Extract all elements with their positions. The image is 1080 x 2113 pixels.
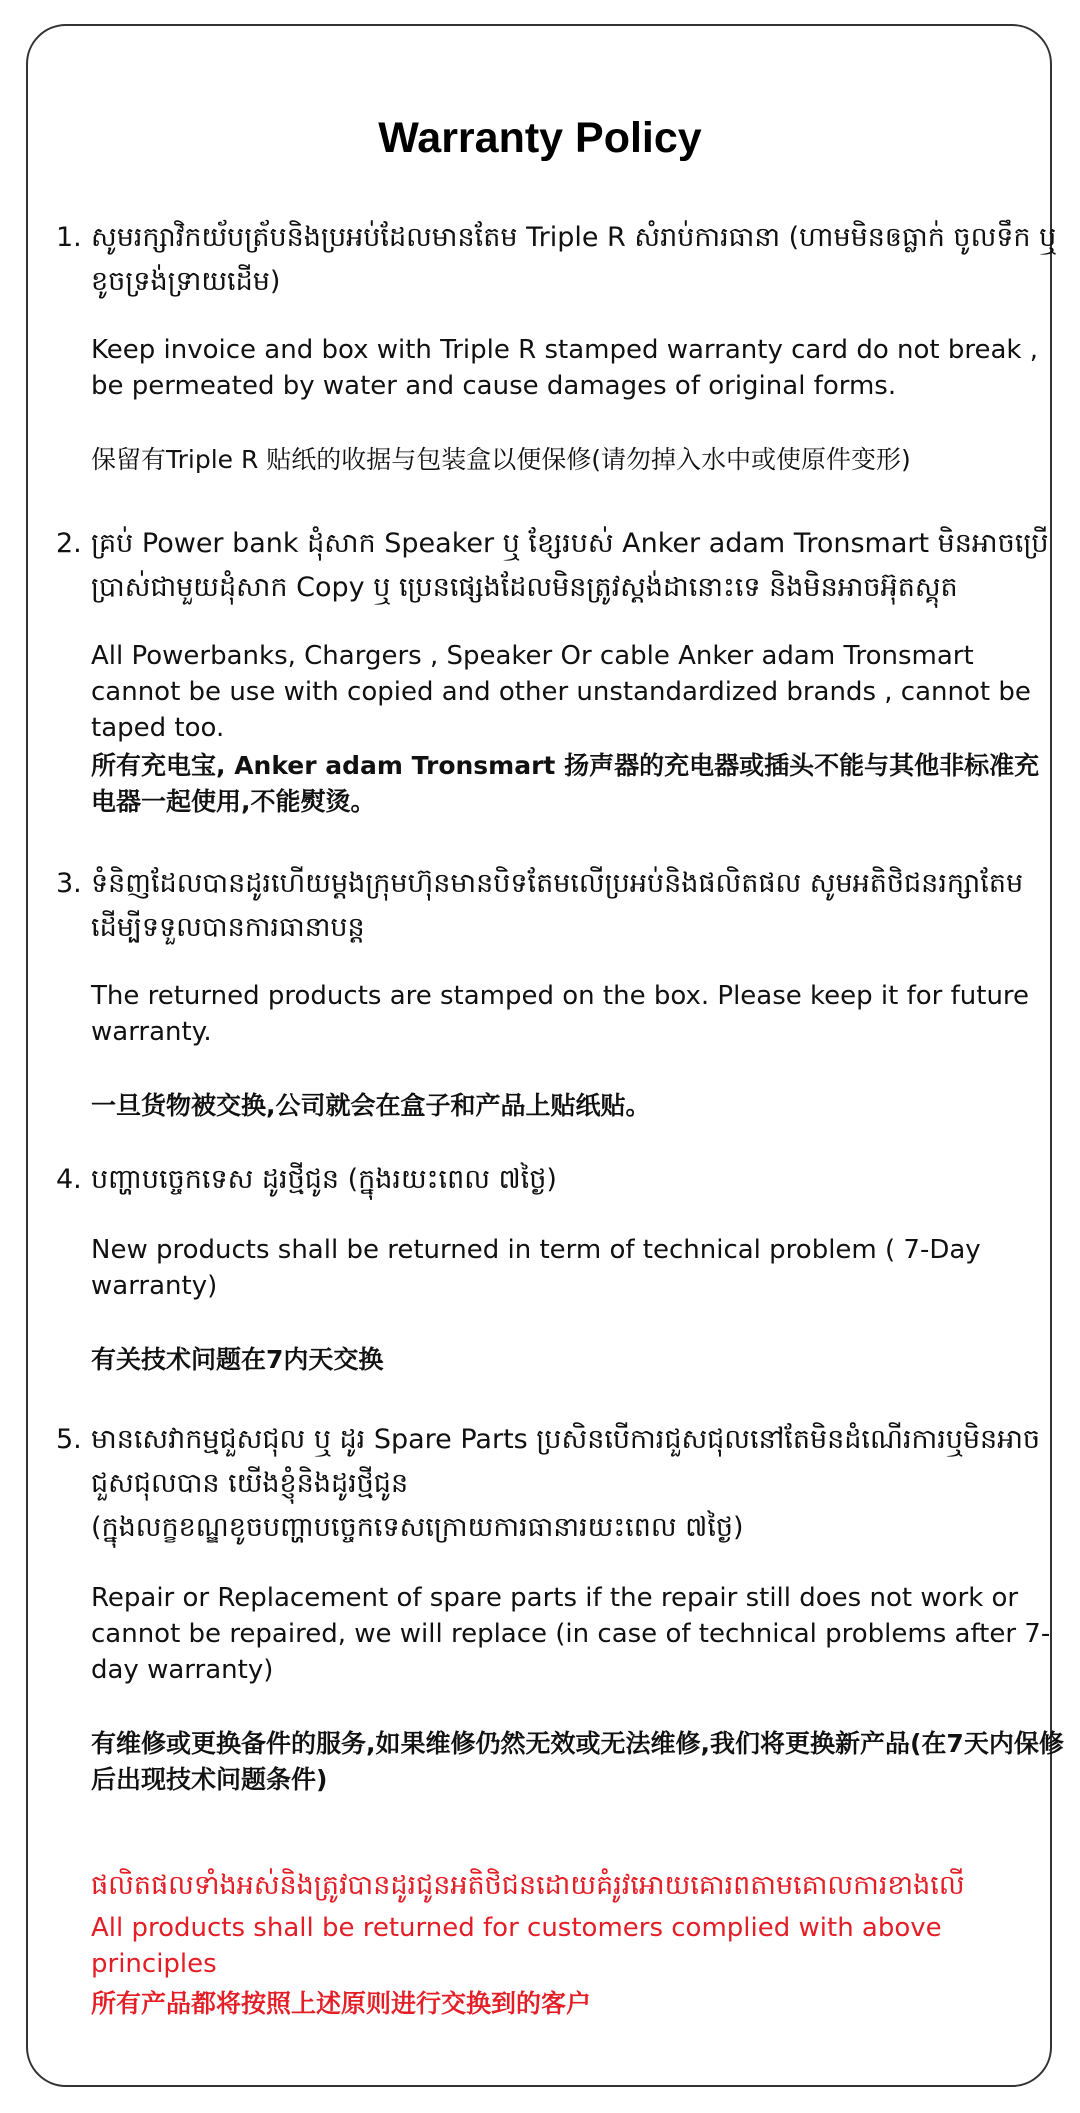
footer-text-zh: 所有产品都将按照上述原则进行交换到的客户 [91,1989,592,2018]
item-text-km: បញ្ហាបច្ចេកទេស ដូរថ្មីជូន (ក្នុងរយះពេល ៧ថ្ងៃ) [91,1164,557,1195]
item-text-km-note: (ក្នុងលក្ខខណ្ឌខូចបញ្ហាបច្ចេកទេសក្រោយការធានារយះពេល ៧ថ្ងៃ) [91,1512,744,1543]
page-title: Warranty Policy [378,114,702,162]
item-text-km: មានសេវាកម្មជួសជុល ឬ ដូរ Spare Parts ប្រសិនបើការជួសជុលនៅតែមិនដំណើរការឬមិនអាចជួសជុលបាន យើងខ្ញុំនិងដូរថ្មីជូន [91,1424,1041,1499]
footer-text-km: ផលិតផលទាំងអស់និងត្រូវបានដូរជូនអតិថិជនដោយគំរូវអោយគោរពតាមគោលការខាងលើ [91,1870,965,1901]
item-text-zh: 有维修或更换备件的服务,如果维修仍然无效或无法维修,我们将更换新产品(在7天内保修后出现技术问题条件) [91,1729,1064,1794]
item-text-en: All Powerbanks, Chargers , Speaker Or cable Anker adam Tronsmart cannot be use with copied and other unstandardized brands , cannot be taped too. [91,641,1031,743]
item-number: 5. [56,1424,82,1455]
item-text-km: ទំនិញដែលបានដូរហើយម្តងក្រុមហ៊ុនមានបិទតែមលើប្រអប់និងផលិតផល សូមអតិថិជនរក្សាតែមដើម្បីទទួលបានការធានាបន្ត [91,868,1024,943]
item-text-zh: 一旦货物被交换,公司就会在盒子和产品上贴纸贴。 [91,1091,651,1120]
item-text-zh: 保留有Triple R 贴纸的收据与包装盒以便保修(请勿掉入水中或使原件变形) [91,445,911,474]
item-text-zh: 有关技术问题在7内天交换 [91,1345,384,1374]
item-number: 3. [56,868,82,899]
item-text-km: គ្រប់ Power bank ដុំសាក Speaker ឬ ខ្សែរបស់ Anker adam Tronsmart មិនអាចប្រើប្រាស់ជាមួយដុំសាក Copy ឬ ប្រេនផ្សេងដែលមិនត្រូវស្តង់ដានោះទេ និងមិនអាចអ៊ុតស្គុត [91,528,1049,603]
item-number: 4. [56,1164,82,1195]
item-text-en: Keep invoice and box with Triple R stamped warranty card do not break , be permeated by water and cause damages of original forms. [91,335,1038,401]
item-text-km: សូមរក្សាវិកយ័បត្រ័បនិងប្រអប់ដែលមានតែម Triple R សំរាប់ការធានា (ហាមមិនឲធ្លាក់ ចូលទឹក ឬ ខូចទ្រង់ទ្រាយដើម) [91,222,1057,297]
item-text-en: New products shall be returned in term of technical problem ( 7-Day warranty) [91,1235,981,1301]
item-text-en: Repair or Replacement of spare parts if the repair still does not work or cannot be repaired, we will replace (in case of technical problems after 7-day warranty) [91,1583,1051,1685]
item-text-en: The returned products are stamped on the box. Please keep it for future warranty. [91,981,1030,1047]
footer-text-en: All products shall be returned for customers complied with above principles [91,1913,942,1979]
item-number: 1. [56,222,82,253]
item-text-zh: 所有充电宝, Anker adam Tronsmart 扬声器的充电器或插头不能与其他非标准充电器一起使用,不能熨烫。 [91,751,1040,816]
item-number: 2. [56,528,82,559]
